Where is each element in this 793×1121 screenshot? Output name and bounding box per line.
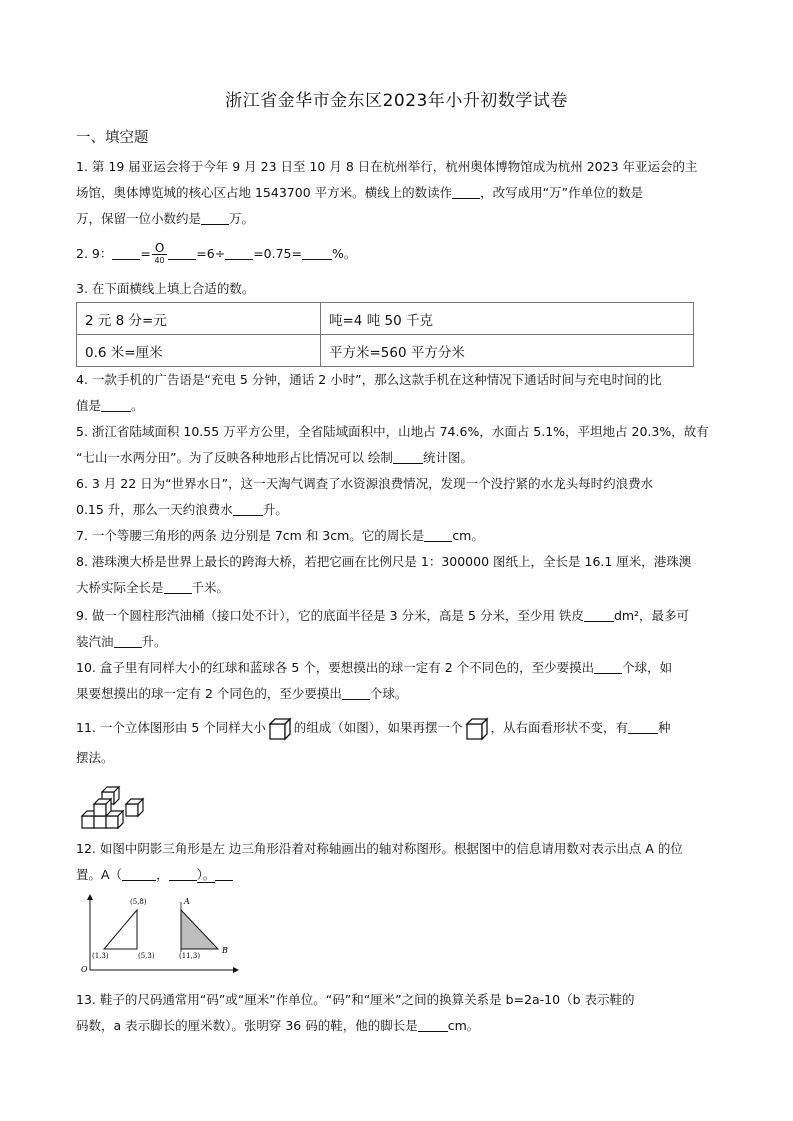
question-9 <box>76 603 718 655</box>
q13-line2 <box>76 1013 718 1039</box>
q5-text-a: “七山一水两分田”。为了反映各种地形占比情况可以 绘制 <box>76 450 393 465</box>
q1-text-b: ，改写成用“万”作单位的数是 <box>480 185 644 200</box>
q11-text-c: ，从右面看形状不变，有 <box>490 720 629 735</box>
question-3: 3. 在下面横线上填上合适的数。 <box>76 281 255 296</box>
q9-line1 <box>76 603 718 629</box>
table-cell: 吨=4 吨 50 千克 <box>321 303 694 335</box>
cube-stack-figure <box>78 786 152 830</box>
section-title: 一、填空题 <box>76 130 149 146</box>
answer-blank[interactable] <box>342 685 370 700</box>
question-13 <box>76 987 718 1039</box>
question-8 <box>76 549 718 601</box>
q9-text-c: 装汽油 <box>76 634 114 649</box>
q13-text-a: 码数，a 表示脚长的厘米数）。张明穿 36 码的鞋，他的脚长是 <box>76 1018 418 1033</box>
q8-text-a: 大桥实际全长是 <box>76 580 164 595</box>
q4-text-a: 值是 <box>76 398 102 413</box>
question-11 <box>76 713 718 773</box>
question-5 <box>76 419 718 471</box>
q11-text-d: 种 <box>658 720 671 735</box>
q8-text-b: 千米。 <box>191 580 230 595</box>
answer-blank[interactable] <box>169 866 197 881</box>
q12-line2 <box>76 862 718 888</box>
answer-blank[interactable] <box>112 245 140 260</box>
label-5-8: (5,8) <box>130 898 147 906</box>
q10-text-a: 10. 盒子里有同样大小的红球和蓝球各 5 个，要想摸出的球一定有 2 个不同色的，至少要摸出 <box>76 660 595 675</box>
q12-line1: 12. 如图中阴影三角形是左 边三角形沿着对称轴画出的轴对称图形。根据图中的信息请用数对表示出点 A 的位 <box>76 841 683 856</box>
answer-blank[interactable] <box>201 210 229 225</box>
answer-blank[interactable] <box>101 397 131 412</box>
unit-table <box>76 302 694 367</box>
q4-line1: 4. 一款手机的广告语是“充电 5 分钟，通话 2 小时”，那么这款手机在这种情况下通话时间与充电时间的比 <box>76 372 662 387</box>
answer-blank[interactable] <box>628 719 658 734</box>
q6-line1: 6. 3 月 22 日为“世界水日”，这一天淘气调查了水资源浪费情况，发现一个没拧紧的水龙头每时约浪费水 <box>76 476 654 491</box>
question-6 <box>76 471 718 523</box>
q10-text-b: 个球，如 <box>622 660 673 675</box>
answer-blank[interactable] <box>164 579 192 594</box>
q5-text-b: 统计图。 <box>422 450 473 465</box>
q1-text-d: 万。 <box>229 211 255 226</box>
table-row <box>77 303 694 335</box>
left-triangle <box>104 910 137 949</box>
answer-blank[interactable] <box>418 1017 448 1032</box>
q6-text-b: 升。 <box>262 502 288 517</box>
q12-text-c: ）。 <box>196 867 216 882</box>
q4-text-b: 。 <box>131 398 144 413</box>
q1-text-a: 场馆，奥体博览城的核心区占地 1543700 平方米。横线上的数读作 <box>76 185 453 200</box>
q5-line2 <box>76 445 718 471</box>
q2-mid2: =0.75= <box>253 246 302 261</box>
q13-text-b: cm。 <box>447 1018 480 1033</box>
question-10 <box>76 655 718 707</box>
table-cell: 2 元 8 分=元 <box>77 303 321 335</box>
table-cell: 0.6 米=厘米 <box>77 335 321 367</box>
q2-mid1: =6÷ <box>196 246 226 261</box>
q11-line2: 摆法。 <box>76 750 114 765</box>
label-11-3: (11,3) <box>179 952 201 960</box>
q1-line3 <box>76 206 718 232</box>
answer-blank[interactable] <box>393 449 423 464</box>
q1-line1: 1. 第 19 届亚运会将于今年 9 月 23 日至 10 月 8 日在杭州举行，杭州奥体博物馆成为杭州 2023 年亚运会的主 <box>76 159 698 174</box>
q4-line2 <box>76 393 718 419</box>
question-12 <box>76 836 718 888</box>
cube-icon <box>465 717 489 741</box>
answer-blank[interactable] <box>452 184 480 199</box>
q5-line1: 5. 浙江省陆域面积 10.55 万平方公里，全省陆域面积中，山地占 74.6%，水面占 5.1%，平坦地占 20.3%，故有 <box>76 424 709 439</box>
answer-blank[interactable] <box>122 866 156 881</box>
answer-blank[interactable] <box>594 659 622 674</box>
label-1-3: (1,3) <box>92 952 109 960</box>
label-origin: O <box>81 965 88 974</box>
answer-blank[interactable] <box>233 501 263 516</box>
q8-line2 <box>76 575 718 601</box>
answer-blank[interactable] <box>215 866 233 881</box>
cube-icon <box>268 717 292 741</box>
question-2: 2. 9： = $\frac{O}{40}$ =6÷ =0.75= %。 <box>76 241 357 265</box>
q9-line2 <box>76 629 718 655</box>
coordinate-figure <box>78 892 244 978</box>
q9-text-d: 升。 <box>141 634 167 649</box>
fraction <box>152 243 167 266</box>
q6-text-a: 0.15 升，那么一天约浪费水 <box>76 502 233 517</box>
q2-suffix: %。 <box>331 246 357 261</box>
q7-text-b: cm。 <box>452 528 484 543</box>
q8-line1: 8. 港珠澳大桥是世界上最长的跨海大桥，若把它画在比例尺是 1：300000 图纸上，全长是 16.1 厘米，港珠澳 <box>76 554 692 569</box>
q10-line2 <box>76 681 718 707</box>
fraction-denominator: 40 <box>154 256 165 265</box>
q11-text-a: 11. 一个立体图形由 5 个同样大小 <box>76 720 266 735</box>
page-title: 浙江省金华市金东区2023年小升初数学试卷 <box>225 91 568 111</box>
question-4 <box>76 367 718 419</box>
q2-prefix: 2. 9： <box>76 246 113 261</box>
q12-text-a: 置。A（ <box>76 867 123 882</box>
q6-line2 <box>76 497 718 523</box>
answer-blank[interactable] <box>225 245 253 260</box>
shaded-triangle <box>181 910 218 949</box>
fraction-numerator: O <box>152 243 167 255</box>
answer-blank[interactable] <box>168 245 196 260</box>
q11-line1 <box>76 713 718 743</box>
q12-text-b: ， <box>156 867 169 882</box>
q7-text-a: 7. 一个等腰三角形的两条 边分别是 7cm 和 3cm。它的周长是 <box>76 528 425 543</box>
q9-text-a: 9. 做一个圆柱形汽油桶（接口处不计），它的底面半径是 3 分米，高是 5 分米，至少用 铁皮 <box>76 608 584 623</box>
question-1 <box>76 154 718 232</box>
q9-text-b: dm²，最多可 <box>613 608 690 623</box>
table-cell: 平方米=560 平方分米 <box>321 335 694 367</box>
table-row <box>77 335 694 367</box>
label-5-3: (5,3) <box>138 952 155 960</box>
answer-blank[interactable] <box>302 245 332 260</box>
q1-line2 <box>76 180 718 206</box>
q13-line1: 13. 鞋子的尺码通常用“码”或“厘米”作单位。“码”和“厘米”之间的换算关系是 b=2a-10（b 表示鞋的 <box>76 992 635 1007</box>
q1-text-c: 万，保留一位小数约是 <box>76 211 202 226</box>
label-point-b: B <box>222 946 228 955</box>
answer-blank[interactable] <box>114 633 142 648</box>
answer-blank[interactable] <box>424 527 452 542</box>
question-7 <box>76 523 718 549</box>
q11-text-b: 的组成（如图），如果再摆一个 <box>293 720 463 735</box>
label-point-a: A <box>184 897 190 906</box>
answer-blank[interactable] <box>584 607 614 622</box>
q10-text-c: 果要想摸出的球一定有 2 个同色的，至少要摸出 <box>76 686 342 701</box>
q10-line1 <box>76 655 718 681</box>
q10-text-d: 个球。 <box>369 686 408 701</box>
